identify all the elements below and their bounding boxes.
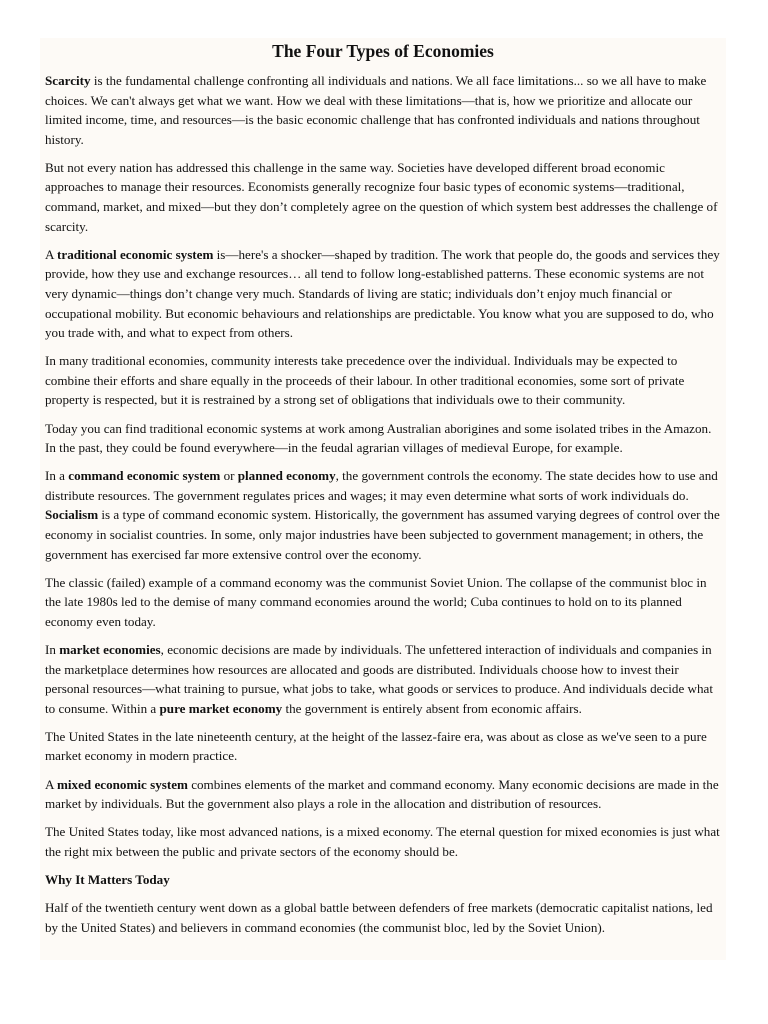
paragraph-11 bbox=[45, 822, 722, 861]
paragraph-6 bbox=[45, 466, 722, 564]
text-run: the government is entirely absent from economic affairs. bbox=[282, 700, 582, 716]
bold-term: market economies bbox=[59, 641, 161, 657]
paragraph-10 bbox=[45, 775, 722, 814]
text-run: is a type of command economic system. Historically, the government has assumed varying degrees of control over the economy in socialist countries. In some, only major industries have been subjected to government management; in others, the government has exercised far more extensive control over the economy. bbox=[45, 507, 720, 562]
text-run: Today you can find traditional economic systems at work among Australian aborigines and some isolated tribes in the Amazon. In the past, they could be found everywhere—in the feudal agrarian villages of medieval Europe, for example. bbox=[45, 420, 712, 456]
document-title: The Four Types of Economies bbox=[272, 41, 494, 61]
paragraph-7 bbox=[45, 573, 722, 632]
bold-term: mixed economic system bbox=[57, 776, 188, 792]
paragraph-3 bbox=[45, 245, 722, 343]
paragraph-4 bbox=[45, 351, 722, 410]
text-run: is the fundamental challenge confronting all individuals and nations. We all face limitations... so we all have to make choices. We can't always get what we want. How we deal with these limitations—that is, how we prioritize and allocate our limited income, time, and resources—is the basic economic challenge that has confronted individuals and nations throughout history. bbox=[45, 73, 707, 147]
text-run: or bbox=[220, 468, 238, 484]
bold-term: planned economy bbox=[237, 468, 336, 484]
bold-term: Socialism bbox=[45, 507, 99, 523]
text-run: , the government controls the economy. The state decides how to use and distribute resources. The government regulates prices and wages; it may even determine what sorts of work individuals do. bbox=[45, 468, 718, 503]
text-run: A bbox=[45, 246, 58, 262]
section-heading: Why It Matters Today bbox=[45, 871, 170, 887]
document-body bbox=[40, 71, 726, 937]
bold-term: traditional economic system bbox=[57, 246, 214, 262]
text-run: combines elements of the market and command economy. Many economic decisions are made in the market by individuals. But the government also plays a role in the allocation and distribution of resources. bbox=[45, 776, 719, 812]
document-page bbox=[40, 38, 726, 960]
bold-term: Scarcity bbox=[45, 73, 91, 88]
paragraph-5 bbox=[45, 419, 722, 458]
paragraph-8 bbox=[45, 640, 722, 718]
text-run: A bbox=[45, 776, 58, 792]
text-run: In bbox=[45, 641, 60, 657]
final-paragraph: Half of the twentieth century went down as a global battle between defenders of free markets (democratic capitalist nations, led by the United States) and believers in command economies (the communist bloc, led by the Soviet Union). bbox=[45, 899, 713, 935]
text-run: The United States today, like most advanced nations, is a mixed economy. The eternal question for mixed economies is just what the right mix between the public and private sectors of the economy should be. bbox=[45, 824, 720, 859]
text-run: In many traditional economies, community interests take precedence over the individual. Individuals may be expected to combine their efforts and share equally in the proceeds of their labour. In other traditional economies, some sort of private property is respected, but it is restrained by a strong set of obligations that individuals owe to their community. bbox=[45, 353, 685, 408]
paragraph-9 bbox=[45, 727, 722, 766]
text-run: In a bbox=[45, 468, 69, 484]
bold-term: command economic system bbox=[68, 468, 221, 484]
text-run: But not every nation has addressed this challenge in the same way. Societies have developed different broad economic approaches to manage their resources. Economists generally recognize four basic types of economic systems—traditional, command, market, and mixed—but they don’t completely agree on the question of which system best addresses the challenge of scarcity. bbox=[45, 159, 718, 234]
bold-term: pure market economy bbox=[159, 700, 283, 716]
text-run: The United States in the late nineteenth century, at the height of the lassez-faire era, was about as close as we've seen to a pure market economy in modern practice. bbox=[45, 728, 707, 764]
paragraph-1 bbox=[45, 71, 722, 149]
text-run: , economic decisions are made by individuals. The unfettered interaction of individuals and companies in the marketplace determines how resources are allocated and goods are distributed. Individuals choose how to invest their personal resources—what training to pursue, what jobs to take, what goods or services to produce. And individuals decide what to consume. Within a bbox=[45, 641, 713, 716]
paragraph-2 bbox=[45, 158, 722, 236]
text-run: is—here's a shocker—shaped by tradition. The work that people do, the goods and services they provide, how they use and exchange resources… all tend to follow long-established patterns. These economic systems are not very dynamic—things don’t change very much. Standards of living are static; individuals don’t enjoy much financial or occupational mobility. But economic behaviours and relationships are predictable. You know what you are supposed to do, who you trade with, and what to expect from others. bbox=[45, 246, 720, 341]
text-run: The classic (failed) example of a command economy was the communist Soviet Union. The collapse of the communist bloc in the late 1980s led to the demise of many command economies around the world; Cuba continues to hold on to its planned economy even today. bbox=[45, 574, 707, 629]
